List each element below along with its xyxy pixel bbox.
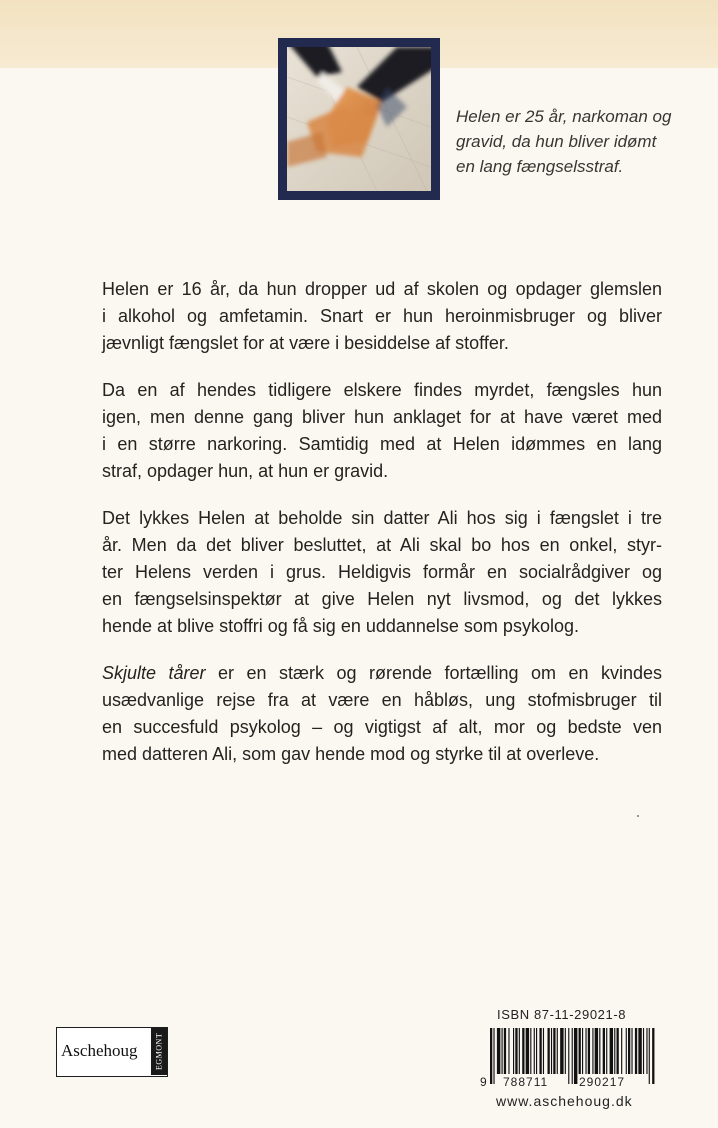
barcode-bar <box>614 1028 615 1074</box>
publisher-logo <box>56 1027 168 1077</box>
barcode-bar <box>588 1028 590 1074</box>
barcode-bar <box>493 1028 494 1084</box>
text-line: jævnligt fængslet for at være i besiddelse af stoffer. <box>102 333 509 353</box>
barcode-bar <box>592 1028 593 1074</box>
barcode-bar <box>536 1028 537 1074</box>
barcode-bar <box>638 1028 641 1074</box>
barcode-bar <box>557 1028 558 1074</box>
tagline-line: en lang fængselsstraf. <box>456 157 624 176</box>
text-line <box>102 660 662 687</box>
barcode-bar <box>553 1028 555 1074</box>
barcode-bar <box>534 1028 535 1074</box>
barcode-bar <box>560 1028 563 1074</box>
barcode-bar <box>565 1028 566 1074</box>
barcode-bar <box>504 1028 506 1074</box>
barcode-bar <box>502 1028 503 1074</box>
barcode-bar <box>603 1028 605 1074</box>
barcode-bar <box>626 1028 627 1074</box>
barcode-bar <box>628 1028 630 1074</box>
barcode-bar <box>490 1028 492 1084</box>
text-line: ter Helens verden i grus. Heldigvis formår en socialrådgiver og <box>102 562 662 582</box>
barcode-bar <box>522 1028 524 1074</box>
barcode-bar <box>548 1028 550 1074</box>
text-line: straf, opdager hun, at hun er gravid. <box>102 461 389 481</box>
book-title: Skjulte tårer <box>102 663 206 683</box>
cover-photo-frame <box>278 38 440 200</box>
blurb-paragraph-1 <box>102 276 662 357</box>
barcode-bar <box>530 1028 531 1074</box>
barcode-bar <box>513 1028 514 1074</box>
barcode-digits-left: 788711 <box>503 1075 549 1089</box>
isbn-label: ISBN 87-11-29021-8 <box>497 1007 627 1022</box>
text-line: Da en af hendes tidligere elskere findes myrdet, fængsles hun <box>102 380 662 400</box>
barcode-bar <box>574 1028 577 1084</box>
barcode-bar <box>585 1028 586 1074</box>
barcode-bar <box>646 1028 647 1074</box>
text-line: år. Men da det bliver besluttet, at Ali skal bo hos en onkel, styr- <box>102 535 662 555</box>
barcode-bar <box>610 1028 613 1074</box>
barcode-bar <box>606 1028 607 1074</box>
barcode-bar <box>543 1028 544 1074</box>
text-line: med datteren Ali, som gav hende mod og styrke til at overleve. <box>102 744 600 764</box>
barcode-bar <box>579 1028 581 1074</box>
holding-hands-photo <box>287 47 431 191</box>
text-line: i en større narkoring. Samtidig med at Helen idømmes en lang <box>102 434 662 454</box>
text-line: hende at blive stoffri og få sig en uddannelse som psykolog. <box>102 616 579 636</box>
barcode-bar <box>643 1028 644 1074</box>
text-fragment: er en stærk og rørende fortælling om en kvindes <box>205 663 663 683</box>
barcode-bar <box>582 1028 583 1074</box>
barcode-bar <box>631 1028 632 1074</box>
text-line: Det lykkes Helen at beholde sin datter Ali hos sig i fængslet i tre <box>102 508 662 528</box>
barcode-bar <box>572 1028 573 1084</box>
barcode-digit-first: 9 <box>480 1075 488 1089</box>
barcode-bar <box>515 1028 517 1074</box>
barcode-digits-right: 290217 <box>579 1075 626 1089</box>
barcode-bar <box>551 1028 552 1074</box>
text-line: en fængselsinspektør at give Helen nyt livsmod, og det lykkes <box>102 589 662 609</box>
barcode-bar <box>649 1028 650 1084</box>
blurb-paragraph-3 <box>102 505 662 640</box>
barcode-bar <box>595 1028 598 1074</box>
publisher-website: www.aschehoug.dk <box>496 1093 633 1109</box>
text-line: i alkohol og amfetamin. Snart er hun heroinmisbruger og bliver <box>102 306 662 326</box>
tagline-line: gravid, da hun bliver idømt <box>456 132 657 151</box>
print-speck <box>637 815 639 817</box>
text-line: Helen er 16 år, da hun dropper ud af skolen og opdager glemslen <box>102 279 662 299</box>
tagline-line: Helen er 25 år, narkoman og <box>456 107 672 126</box>
barcode-bar <box>621 1028 622 1074</box>
barcode-bar <box>599 1028 600 1074</box>
text-line: en succesfuld psykolog – og vigtigst af alt, mor og bedste ven <box>102 717 662 737</box>
barcode-bar <box>497 1028 500 1074</box>
blurb-paragraph-2 <box>102 377 662 485</box>
barcode-bar <box>652 1028 654 1084</box>
barcode-bar <box>519 1028 520 1074</box>
barcode-bar <box>635 1028 637 1074</box>
text-line: usædvanlige rejse fra at være en håbløs, ung stofmisbruger til <box>102 690 662 710</box>
barcode-bar <box>526 1028 529 1074</box>
blurb-paragraph-4 <box>102 660 662 768</box>
barcode-bar <box>568 1028 569 1084</box>
barcode-bar <box>617 1028 619 1074</box>
barcode-bar <box>508 1028 509 1074</box>
publisher-group: EGMONT <box>151 1028 167 1075</box>
tagline <box>456 104 706 179</box>
publisher-name: Aschehoug <box>61 1041 138 1060</box>
text-line: igen, men denne gang bliver hun anklaget for at have været med <box>102 407 662 427</box>
back-cover-blurb <box>102 276 662 788</box>
barcode-bar <box>539 1028 541 1074</box>
